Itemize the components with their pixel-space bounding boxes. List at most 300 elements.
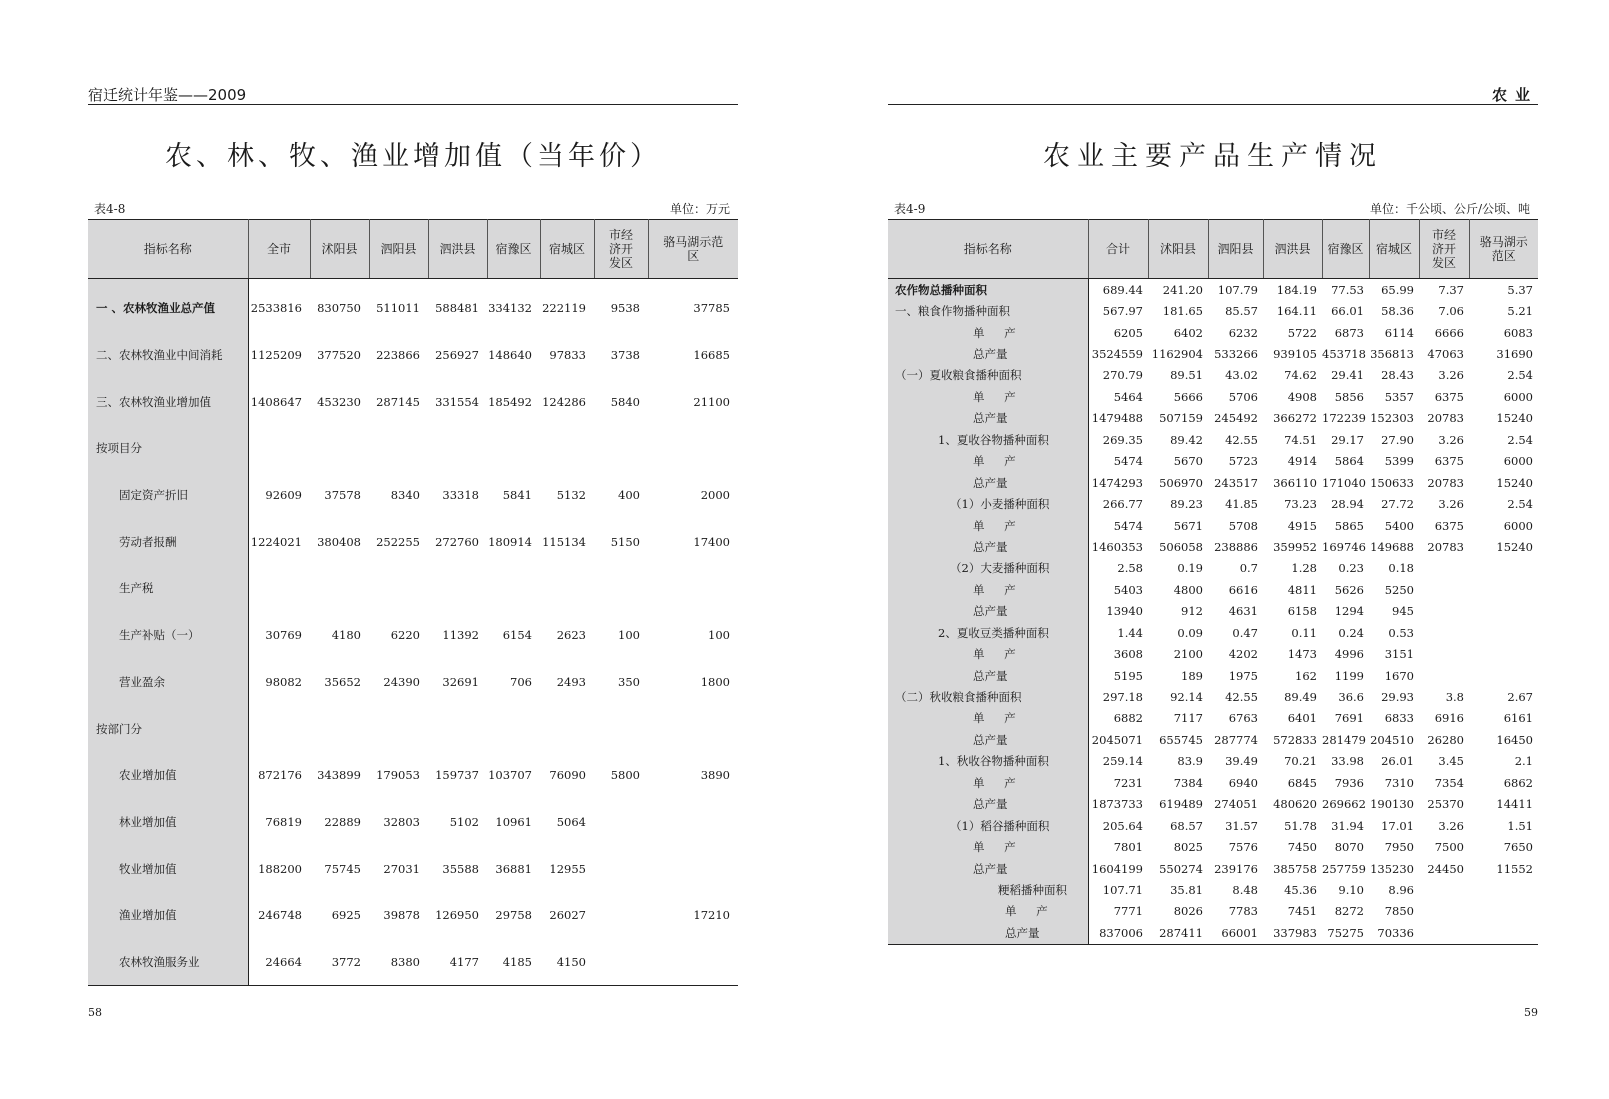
table-cell: 4177 xyxy=(428,939,487,986)
table-cell: 4908 xyxy=(1287,389,1317,404)
table-cell: 259.14 xyxy=(1102,754,1143,769)
table-cell: 76819 xyxy=(265,814,302,829)
row-label: 总产量 xyxy=(888,601,1088,622)
table-cell: 43.02 xyxy=(1225,368,1258,383)
row-label: 总产量 xyxy=(888,343,1088,364)
table-cell: 830750 xyxy=(317,301,361,316)
table-cell: 92.14 xyxy=(1170,690,1203,705)
table-cell: 5399 xyxy=(1384,454,1414,469)
table-row xyxy=(888,708,1538,729)
table-cell: 159737 xyxy=(435,768,479,783)
table-row xyxy=(888,601,1538,622)
table-cell: 89.51 xyxy=(1170,368,1203,383)
table-cell: 6000 xyxy=(1503,454,1533,469)
table-cell: 274051 xyxy=(1214,797,1258,812)
table-cell: 135230 xyxy=(1370,861,1414,876)
table-cell: 7783 xyxy=(1228,904,1258,919)
table-cell: 10961 xyxy=(495,814,532,829)
table-row xyxy=(888,365,1538,386)
table-cell xyxy=(248,425,310,472)
table-cell: 5064 xyxy=(556,814,586,829)
table-cell xyxy=(369,565,428,612)
table-cell: 1460353 xyxy=(1091,539,1143,554)
table-cell: 2.58 xyxy=(1117,561,1143,576)
table-cell: 184.19 xyxy=(1276,282,1317,297)
table-row xyxy=(88,705,738,752)
table-cell: 0.53 xyxy=(1388,625,1414,640)
table-row xyxy=(888,300,1538,321)
table-cell: 5666 xyxy=(1173,389,1203,404)
table-row xyxy=(88,845,738,892)
table-cell: 252255 xyxy=(376,534,420,549)
row-label: 单 产 xyxy=(888,708,1088,729)
table-cell: 68.57 xyxy=(1170,818,1203,833)
table-cell: 14411 xyxy=(1496,797,1533,812)
row-label: 一 、农林牧渔业总产值 xyxy=(88,279,248,332)
table-cell: 507159 xyxy=(1159,411,1203,426)
table-cell: 0.47 xyxy=(1232,625,1258,640)
table-cell: 1199 xyxy=(1334,668,1364,683)
table-row xyxy=(88,939,738,986)
table-row xyxy=(88,565,738,612)
column-header-name: 指标名称 xyxy=(888,220,1088,279)
row-label: 总产量 xyxy=(888,536,1088,557)
table-cell: 5403 xyxy=(1113,582,1143,597)
table-cell: 5102 xyxy=(449,814,479,829)
table-cell: 8070 xyxy=(1334,840,1364,855)
table-cell: 1473 xyxy=(1287,647,1317,662)
table-cell xyxy=(648,799,738,846)
table-row xyxy=(888,622,1538,643)
table-cell: 32803 xyxy=(383,814,420,829)
table-cell: 21100 xyxy=(693,394,730,409)
table-cell: 334132 xyxy=(488,301,532,316)
table-row xyxy=(888,751,1538,772)
table-cell: 15240 xyxy=(1496,411,1533,426)
table-cell: 9538 xyxy=(610,301,640,316)
table-cell: 164.11 xyxy=(1276,304,1317,319)
table-cell: 223866 xyxy=(376,348,420,363)
table-cell: 619489 xyxy=(1159,797,1203,812)
table-cell xyxy=(428,425,487,472)
table-cell xyxy=(1419,879,1469,900)
table-4-8 xyxy=(88,219,738,986)
table-cell: 35.81 xyxy=(1170,882,1203,897)
column-header: 市经济开发区 xyxy=(594,220,648,279)
table-cell: 380408 xyxy=(317,534,361,549)
table-cell: 939105 xyxy=(1273,347,1317,362)
table-cell: 5856 xyxy=(1334,389,1364,404)
table-cell: 2000 xyxy=(700,488,730,503)
table-cell: 35652 xyxy=(324,674,361,689)
row-label: 1、夏收谷物播种面积 xyxy=(888,429,1088,450)
table-4-9 xyxy=(888,219,1538,945)
table-cell: 70336 xyxy=(1369,922,1419,944)
table-cell: 6925 xyxy=(331,908,361,923)
table-cell xyxy=(540,705,594,752)
row-label: 生产补贴（一） xyxy=(88,612,248,659)
table-cell: 17.01 xyxy=(1381,818,1414,833)
table-cell: 115134 xyxy=(542,534,586,549)
row-label: 单 产 xyxy=(888,836,1088,857)
table-cell: 100 xyxy=(708,628,730,643)
row-label: 总产量 xyxy=(888,472,1088,493)
table-cell: 6220 xyxy=(390,628,420,643)
table-cell xyxy=(487,705,540,752)
table-cell: 37578 xyxy=(324,488,361,503)
running-head-left: 宿迁统计年鉴——2009 xyxy=(88,86,247,104)
table-row xyxy=(888,729,1538,750)
table-row xyxy=(888,643,1538,664)
table-cell: 7384 xyxy=(1173,775,1203,790)
table-cell: 39.49 xyxy=(1225,754,1258,769)
table-cell: 74.51 xyxy=(1284,432,1317,447)
table-cell: 74.62 xyxy=(1284,368,1317,383)
table-cell: 6000 xyxy=(1503,518,1533,533)
row-label: 2、夏收豆类播种面积 xyxy=(888,622,1088,643)
table-cell: 6833 xyxy=(1384,711,1414,726)
table-row xyxy=(888,836,1538,857)
table-cell: 124286 xyxy=(542,394,586,409)
table-row xyxy=(88,659,738,706)
table-cell: 31.57 xyxy=(1225,818,1258,833)
table-cell: 4915 xyxy=(1287,518,1317,533)
table-title-left: 农、林、牧、渔业增加值（当年价） xyxy=(165,141,661,172)
table-cell: 0.18 xyxy=(1388,561,1414,576)
table-cell: 32691 xyxy=(442,674,479,689)
table-cell: 1873733 xyxy=(1091,797,1143,812)
table-cell: 75745 xyxy=(324,861,361,876)
table-row xyxy=(888,922,1538,944)
table-cell: 5670 xyxy=(1173,454,1203,469)
row-label: 牧业增加值 xyxy=(88,845,248,892)
table-cell xyxy=(487,565,540,612)
table-cell: 13940 xyxy=(1106,604,1143,619)
table-cell: 2533816 xyxy=(250,301,302,316)
table-cell: 152303 xyxy=(1370,411,1414,426)
table-cell: 150633 xyxy=(1370,475,1414,490)
table-cell: 4914 xyxy=(1287,454,1317,469)
table-cell: 350 xyxy=(618,674,640,689)
row-label: 总产量 xyxy=(888,794,1088,815)
table-cell: 75275 xyxy=(1322,922,1369,944)
table-cell: 42.55 xyxy=(1225,690,1258,705)
table-cell: 222119 xyxy=(542,301,586,316)
table-number-right: 表4-9 xyxy=(894,202,926,216)
table-cell: 35588 xyxy=(442,861,479,876)
row-label: 单 产 xyxy=(888,772,1088,793)
table-cell: 0.19 xyxy=(1177,561,1203,576)
column-header: 全市 xyxy=(248,220,310,279)
table-cell: 239176 xyxy=(1214,861,1258,876)
table-row xyxy=(888,686,1538,707)
table-cell: 6158 xyxy=(1287,604,1317,619)
table-cell: 4180 xyxy=(331,628,361,643)
table-cell: 6763 xyxy=(1228,711,1258,726)
table-row xyxy=(888,493,1538,514)
row-label: 生产税 xyxy=(88,565,248,612)
row-label: 1、秋收谷物播种面积 xyxy=(888,751,1088,772)
row-label: （1）小麦播种面积 xyxy=(888,493,1088,514)
table-cell xyxy=(594,425,648,472)
table-cell: 0.23 xyxy=(1338,561,1364,576)
table-cell: 343899 xyxy=(317,768,361,783)
table-cell: 24664 xyxy=(248,939,310,986)
table-cell: 4811 xyxy=(1287,582,1317,597)
table-cell: 73.23 xyxy=(1284,497,1317,512)
table-cell: 3772 xyxy=(310,939,369,986)
table-cell: 37785 xyxy=(693,301,730,316)
table-cell: 480620 xyxy=(1273,797,1317,812)
table-cell: 6616 xyxy=(1228,582,1258,597)
table-row xyxy=(888,386,1538,407)
table-cell: 689.44 xyxy=(1102,282,1143,297)
table-cell: 331554 xyxy=(435,394,479,409)
table-cell xyxy=(1419,579,1469,600)
table-cell: 3890 xyxy=(700,768,730,783)
table-cell xyxy=(540,565,594,612)
row-label: 一、粮食作物播种面积 xyxy=(888,300,1088,321)
table-cell: 6375 xyxy=(1434,389,1464,404)
table-cell: 188200 xyxy=(258,861,302,876)
table-cell: 33.98 xyxy=(1331,754,1364,769)
table-row xyxy=(888,343,1538,364)
table-cell: 281479 xyxy=(1322,732,1366,747)
table-cell: 2493 xyxy=(556,674,586,689)
table-row xyxy=(888,429,1538,450)
table-cell: 66.01 xyxy=(1331,304,1364,319)
table-cell: 550274 xyxy=(1159,861,1203,876)
table-cell: 100 xyxy=(618,628,640,643)
table-cell xyxy=(594,892,648,939)
table-cell: 16685 xyxy=(693,348,730,363)
table-row xyxy=(888,858,1538,879)
row-label: （二）秋收粮食播种面积 xyxy=(888,686,1088,707)
table-cell: 24390 xyxy=(383,674,420,689)
table-cell: 12955 xyxy=(549,861,586,876)
table-cell: 15240 xyxy=(1496,539,1533,554)
row-label: 总产量 xyxy=(888,922,1088,944)
table-cell xyxy=(594,565,648,612)
table-cell xyxy=(648,939,738,986)
table-cell: 7231 xyxy=(1113,775,1143,790)
row-label: （一）夏收粮食播种面积 xyxy=(888,365,1088,386)
table-cell: 7117 xyxy=(1173,711,1203,726)
table-row xyxy=(888,794,1538,815)
column-header: 宿豫区 xyxy=(1322,220,1369,279)
table-cell: 51.78 xyxy=(1284,818,1317,833)
table-cell: 11392 xyxy=(442,628,479,643)
table-cell: 2.67 xyxy=(1507,690,1533,705)
row-label: 单 产 xyxy=(888,322,1088,343)
table-cell: 83.9 xyxy=(1177,754,1203,769)
table-cell: 359952 xyxy=(1273,539,1317,554)
table-cell: 2045071 xyxy=(1091,732,1143,747)
table-cell xyxy=(369,705,428,752)
table-cell: 533266 xyxy=(1214,347,1258,362)
table-cell: 36881 xyxy=(495,861,532,876)
table-cell: 1604199 xyxy=(1091,861,1143,876)
table-cell: 47063 xyxy=(1427,347,1464,362)
column-header: 泗阳县 xyxy=(369,220,428,279)
table-cell: 7691 xyxy=(1334,711,1364,726)
table-cell: 356813 xyxy=(1370,347,1414,362)
table-cell: 4800 xyxy=(1173,582,1203,597)
table-cell: 1479488 xyxy=(1091,411,1143,426)
row-label: （1）稻谷播种面积 xyxy=(888,815,1088,836)
table-cell: 269662 xyxy=(1322,797,1366,812)
table-cell: 5864 xyxy=(1334,454,1364,469)
table-cell: 20783 xyxy=(1427,475,1464,490)
table-cell: 3.26 xyxy=(1438,368,1464,383)
table-cell: 9.10 xyxy=(1338,882,1364,897)
table-cell: 27031 xyxy=(383,861,420,876)
table-cell: 29758 xyxy=(495,908,532,923)
table-cell: 588481 xyxy=(435,301,479,316)
table-cell: 5800 xyxy=(610,768,640,783)
table-cell: 3.8 xyxy=(1445,690,1464,705)
table-cell: 6114 xyxy=(1384,325,1414,340)
table-cell: 6666 xyxy=(1434,325,1464,340)
table-cell: 506970 xyxy=(1159,475,1203,490)
table-row xyxy=(888,579,1538,600)
table-cell: 1125209 xyxy=(250,348,302,363)
table-cell: 29.93 xyxy=(1381,690,1414,705)
table-cell: 6916 xyxy=(1434,711,1464,726)
row-label: 单 产 xyxy=(888,579,1088,600)
table-cell: 246748 xyxy=(258,908,302,923)
column-header: 沭阳县 xyxy=(310,220,369,279)
column-header: 宿豫区 xyxy=(487,220,540,279)
table-cell: 572833 xyxy=(1273,732,1317,747)
table-cell: 4631 xyxy=(1228,604,1258,619)
table-number-left: 表4-8 xyxy=(94,202,126,216)
table-cell: 0.24 xyxy=(1338,625,1364,640)
table-cell: 41.85 xyxy=(1225,497,1258,512)
table-cell xyxy=(1419,558,1469,579)
table-cell: 7.37 xyxy=(1438,282,1464,297)
table-cell: 6401 xyxy=(1287,711,1317,726)
table-cell: 149688 xyxy=(1370,539,1414,554)
table-cell: 0.7 xyxy=(1239,561,1258,576)
table-cell: 8272 xyxy=(1334,904,1364,919)
table-cell: 20783 xyxy=(1427,411,1464,426)
table-cell xyxy=(648,565,738,612)
table-cell: 25370 xyxy=(1427,797,1464,812)
table-cell: 7450 xyxy=(1287,840,1317,855)
table-cell: 5132 xyxy=(556,488,586,503)
table-cell xyxy=(310,425,369,472)
column-header: 泗洪县 xyxy=(1263,220,1322,279)
table-cell: 8026 xyxy=(1173,904,1203,919)
page-number-left: 58 xyxy=(88,1006,102,1019)
table-cell: 6375 xyxy=(1434,454,1464,469)
column-header: 市经济开发区 xyxy=(1419,220,1469,279)
table-row xyxy=(888,279,1538,301)
column-header-name: 指标名称 xyxy=(88,220,248,279)
table-cell: 7.06 xyxy=(1438,304,1464,319)
table-cell: 872176 xyxy=(258,768,302,783)
table-cell: 77.53 xyxy=(1331,282,1364,297)
table-cell: 179053 xyxy=(376,768,420,783)
table-cell: 511011 xyxy=(376,301,420,316)
table-cell xyxy=(1469,643,1538,664)
table-cell xyxy=(540,425,594,472)
table-cell: 2.54 xyxy=(1507,368,1533,383)
table-cell: 27.72 xyxy=(1381,497,1414,512)
row-label: 单 产 xyxy=(888,451,1088,472)
table-cell xyxy=(1419,922,1469,944)
table-cell: 0.09 xyxy=(1177,625,1203,640)
table-cell: 506058 xyxy=(1159,539,1203,554)
table-cell: 7936 xyxy=(1334,775,1364,790)
table-cell: 912 xyxy=(1181,604,1203,619)
table-cell: 3.45 xyxy=(1438,754,1464,769)
table-cell xyxy=(594,705,648,752)
table-cell xyxy=(487,425,540,472)
table-cell: 89.49 xyxy=(1284,690,1317,705)
table-cell xyxy=(648,845,738,892)
table-cell: 65.99 xyxy=(1381,282,1414,297)
table-cell: 706 xyxy=(510,674,532,689)
table-cell xyxy=(1469,579,1538,600)
table-cell: 5.37 xyxy=(1507,282,1533,297)
table-cell: 5.21 xyxy=(1507,304,1533,319)
table-row xyxy=(888,451,1538,472)
table-cell: 7310 xyxy=(1384,775,1414,790)
table-cell: 567.97 xyxy=(1102,304,1143,319)
column-header: 宿城区 xyxy=(540,220,594,279)
table-cell: 6862 xyxy=(1503,775,1533,790)
table-cell xyxy=(1469,558,1538,579)
table-cell xyxy=(648,705,738,752)
table-cell: 7650 xyxy=(1503,840,1533,855)
table-cell: 945 xyxy=(1392,604,1414,619)
table-cell: 6000 xyxy=(1503,389,1533,404)
row-label: 总产量 xyxy=(888,408,1088,429)
table-cell: 5357 xyxy=(1384,389,1414,404)
table-cell: 3524559 xyxy=(1091,347,1143,362)
table-cell: 257759 xyxy=(1322,861,1366,876)
table-cell: 287774 xyxy=(1214,732,1258,747)
column-header: 沭阳县 xyxy=(1148,220,1208,279)
table-cell: 17210 xyxy=(693,908,730,923)
table-cell: 1474293 xyxy=(1091,475,1143,490)
table-cell: 28.43 xyxy=(1381,368,1414,383)
table-cell: 287411 xyxy=(1148,922,1208,944)
table-cell xyxy=(1419,622,1469,643)
table-cell: 238886 xyxy=(1214,539,1258,554)
table-cell: 6205 xyxy=(1113,325,1143,340)
table-cell: 8380 xyxy=(369,939,428,986)
table-cell xyxy=(594,799,648,846)
row-label: 总产量 xyxy=(888,729,1088,750)
table-cell: 85.57 xyxy=(1225,304,1258,319)
table-cell: 8025 xyxy=(1173,840,1203,855)
table-cell: 22889 xyxy=(324,814,361,829)
table-cell: 66001 xyxy=(1208,922,1263,944)
table-cell: 1224021 xyxy=(250,534,302,549)
table-cell: 266.77 xyxy=(1102,497,1143,512)
table-cell: 287145 xyxy=(376,394,420,409)
table-cell: 180914 xyxy=(488,534,532,549)
table-cell: 1408647 xyxy=(250,394,302,409)
table-cell: 171040 xyxy=(1322,475,1366,490)
table-row xyxy=(888,879,1538,900)
unit-label-left: 单位：万元 xyxy=(669,202,730,216)
table-row xyxy=(88,425,738,472)
row-label: 单 产 xyxy=(888,901,1088,922)
